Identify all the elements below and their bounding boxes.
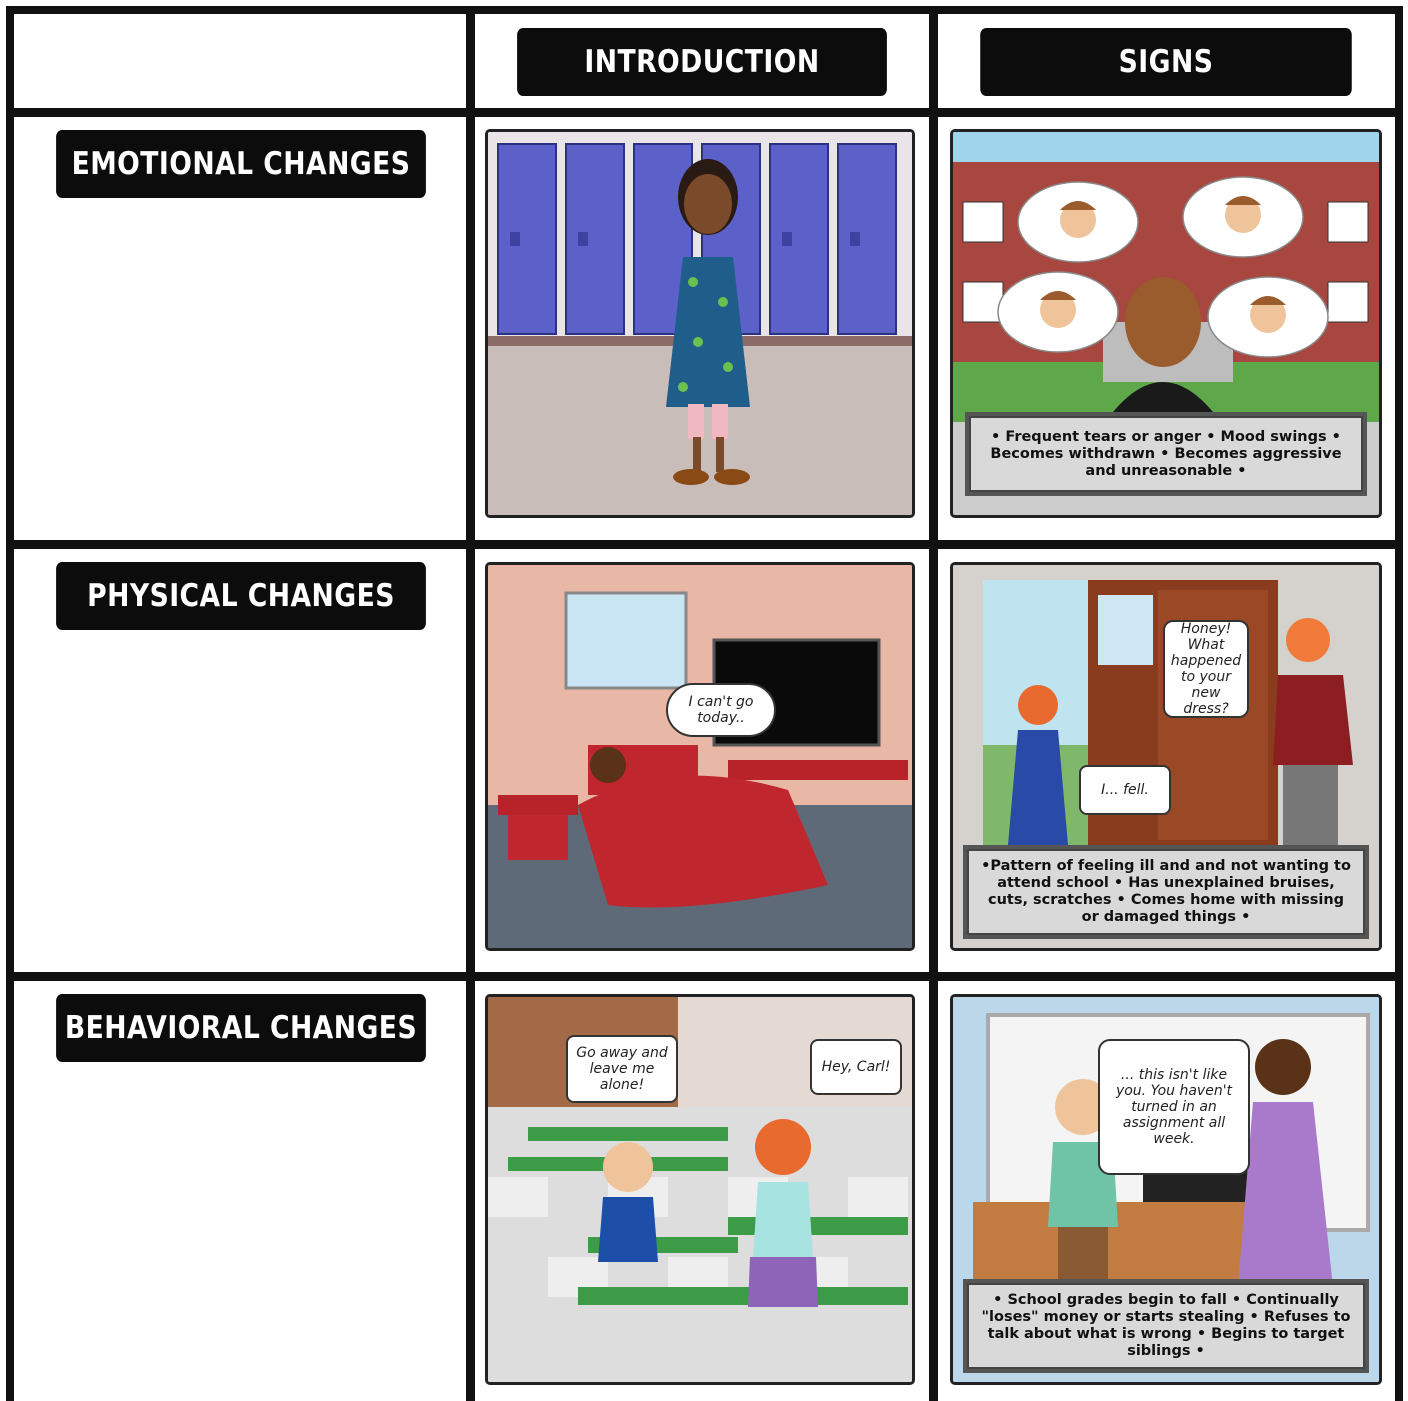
emotional-signs-caption: • Frequent tears or anger • Mood swings • Becomes withdrawn • Becomes aggressive and unreasonable • (969, 416, 1363, 492)
signs-header: SIGNS (980, 28, 1352, 96)
emotional-signs-panel (950, 129, 1382, 518)
emotional-intro-cell (475, 117, 929, 540)
behavioral-signs-panel (950, 994, 1382, 1385)
storyboard-grid (6, 6, 1403, 1401)
signs-header-cell (938, 14, 1395, 108)
parent-speech-bubble: Honey! What happened to your new dress? (1163, 620, 1249, 718)
sick-kid-speech-bubble: I can't go today.. (666, 683, 776, 737)
behavioral-signs-caption: • School grades begin to fall • Continually "loses" money or starts stealing • Refuses to talk about what is wrong • Begins to target siblings • (967, 1283, 1365, 1369)
physical-intro-panel (485, 562, 915, 951)
child-speech-bubble: I... fell. (1079, 765, 1171, 815)
physical-changes-label: PHYSICAL CHANGES (56, 562, 426, 630)
physical-signs-panel (950, 562, 1382, 951)
introduction-header-cell (475, 14, 929, 108)
behavioral-changes-label: BEHAVIORAL CHANGES (56, 994, 426, 1062)
teacher-speech-bubble: ... this isn't like you. You haven't turned in an assignment all week. (1098, 1039, 1250, 1175)
corner-cell (14, 14, 466, 108)
physical-signs-caption: •Pattern of feeling ill and and not wanting to attend school • Has unexplained bruises, cuts, scratches • Comes home with missing or damaged things • (967, 849, 1365, 935)
emotional-intro-panel (485, 129, 915, 518)
boy-speech-bubble: Go away and leave me alone! (566, 1035, 678, 1103)
introduction-header: INTRODUCTION (517, 28, 887, 96)
behavioral-intro-cell (475, 981, 929, 1401)
row-label-cell-behavioral (14, 981, 466, 1401)
emotional-signs-cell (938, 117, 1395, 540)
physical-signs-cell (938, 549, 1395, 972)
locker-hallway-scene (488, 132, 912, 515)
emotional-changes-label: EMOTIONAL CHANGES (56, 130, 426, 198)
row-label-cell-physical (14, 549, 466, 972)
behavioral-signs-cell (938, 981, 1395, 1401)
physical-intro-cell (475, 549, 929, 972)
bedroom-sick-scene (488, 565, 912, 948)
row-label-cell-emotional (14, 117, 466, 540)
behavioral-intro-panel (485, 994, 915, 1385)
girl-speech-bubble: Hey, Carl! (810, 1039, 902, 1095)
